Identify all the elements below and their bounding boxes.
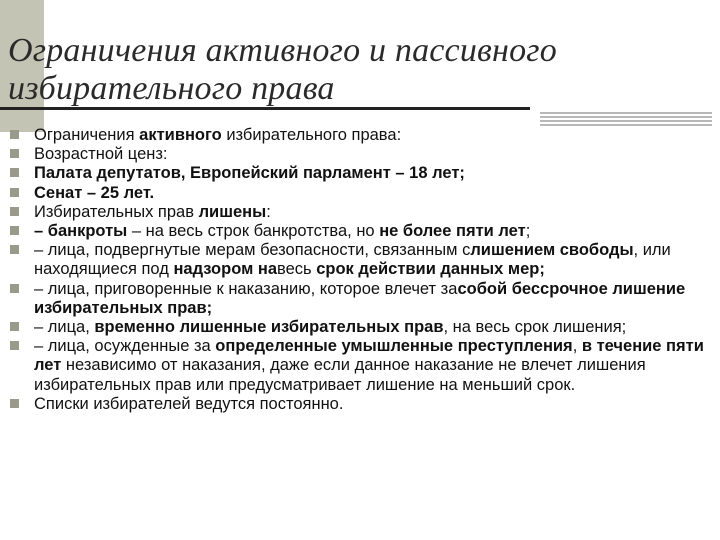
square-bullet-icon — [10, 341, 19, 350]
text: Избирательных прав — [34, 202, 199, 221]
list-item — [8, 184, 714, 203]
slide-title — [8, 32, 698, 108]
text: независимо от наказания, даже если данное наказание не влечет лишения избирательных прав или предусматривает лишение на меньший срок. — [34, 356, 646, 394]
text: весь — [277, 260, 317, 279]
bold-text: срок действии данных мер; — [316, 260, 545, 279]
square-bullet-icon — [10, 399, 19, 408]
bold-text: в течение пяти лет — [34, 337, 704, 375]
bold-text: определенные умышленные преступления — [215, 337, 573, 356]
text: , на весь срок лишения; — [443, 318, 627, 337]
bold-text: временно лишенные избирательных прав — [94, 318, 444, 337]
square-bullet-icon — [10, 188, 19, 197]
bold-text: лишением свободы — [470, 241, 634, 260]
list-item — [8, 241, 714, 279]
title-line-2: избирательного права — [8, 70, 335, 107]
square-bullet-icon — [10, 130, 19, 139]
square-bullet-icon — [10, 149, 19, 158]
square-bullet-icon — [10, 245, 19, 254]
square-bullet-icon — [10, 284, 19, 293]
square-bullet-icon — [10, 168, 19, 177]
list-item — [8, 164, 714, 183]
bold-text: Сенат – 25 лет. — [34, 183, 155, 202]
list-item — [8, 222, 714, 241]
text: – на весь строк банкротства, но — [127, 222, 380, 241]
text: Возрастной ценз: — [34, 145, 168, 164]
list-item — [8, 337, 714, 395]
bold-text: собой бессрочное лишение избирательных прав; — [34, 279, 686, 317]
bold-text: лишены — [198, 202, 267, 221]
list-item — [8, 395, 714, 414]
square-bullet-icon — [10, 207, 19, 216]
decorative-stripes — [540, 112, 712, 126]
square-bullet-icon — [10, 226, 19, 235]
bullet-list — [8, 126, 714, 414]
text: ; — [525, 222, 531, 241]
text: , — [572, 337, 582, 356]
text: Ограничения — [34, 126, 140, 144]
list-item — [8, 318, 714, 337]
text: – лица, — [34, 318, 95, 337]
text: – лица, приговоренные к наказанию, которое влечет за — [34, 279, 458, 298]
list-item — [8, 203, 714, 222]
text: – лица, осужденные за — [34, 337, 216, 356]
list-item — [8, 145, 714, 164]
bold-text: надзором на — [173, 260, 277, 279]
list-item — [8, 280, 714, 318]
text: Списки избирателей ведутся постоянно. — [34, 394, 344, 413]
text: избирательного права: — [221, 126, 402, 144]
bold-text: не более пяти лет — [379, 222, 526, 241]
text: – лица, подвергнутые мерам безопасности, связанным с — [34, 241, 471, 260]
text: , или находящиеся под — [34, 241, 671, 279]
bold-text: Палата депутатов, Европейский парламент – 18 лет; — [34, 164, 465, 183]
bold-text: активного — [139, 126, 222, 144]
square-bullet-icon — [10, 322, 19, 331]
title-line-1: Ограничения активного и пассивного — [8, 32, 557, 69]
text: : — [266, 202, 271, 221]
list-item — [8, 126, 714, 145]
bold-text: – банкроты — [34, 222, 128, 241]
